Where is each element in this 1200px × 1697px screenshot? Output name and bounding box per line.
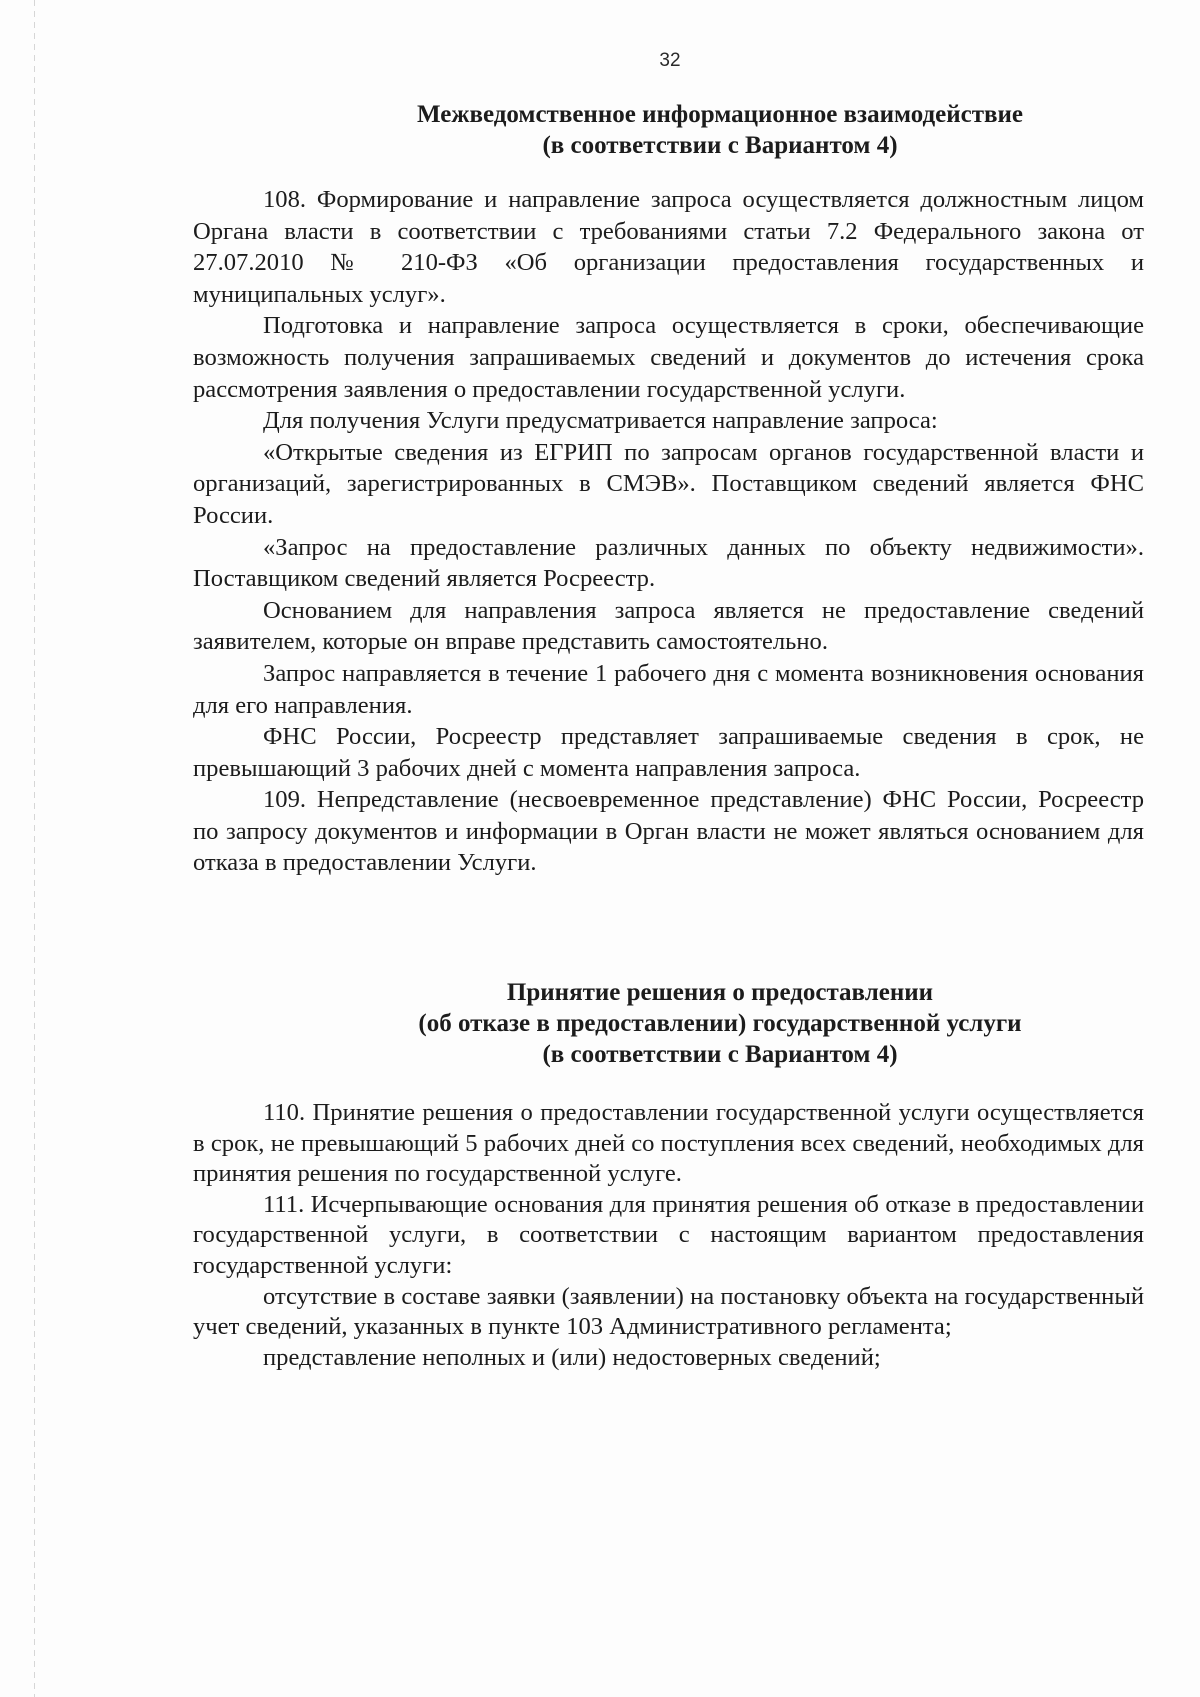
section-body-decision bbox=[193, 1098, 1144, 1373]
paragraph-111: 111. Исчерпывающие основания для принятия решения об отказе в предоставлении государственной услуги, в соответствии с настоящим вариантом предоставления государственной услуги: bbox=[193, 1190, 1144, 1279]
section-body-interagency bbox=[193, 184, 1144, 879]
paragraph: Подготовка и направление запроса осуществляется в сроки, обеспечивающие возможность получения запрашиваемых сведений и документов до истечения срока рассмотрения заявления о предоставлении государственной услуги. bbox=[193, 312, 1144, 403]
paragraph: Основанием для направления запроса является не предоставление сведений заявителем, которые он вправе представить самостоятельно. bbox=[193, 596, 1144, 656]
section-heading-interagency bbox=[195, 99, 1200, 161]
paragraph: «Запрос на предоставление различных данных по объекту недвижимости». Поставщиком сведений является Росреестр. bbox=[193, 533, 1144, 593]
heading-line: Принятие решения о предоставлении bbox=[506, 979, 934, 1006]
paragraph: Запрос направляется в течение 1 рабочего дня с момента возникновения основания для его направления. bbox=[193, 659, 1144, 719]
paragraph-108: 108. Формирование и направление запроса осуществляется должностным лицом Органа власти в соответствии с требованиями статьи 7.2 Федерального закона от 27.07.2010 № 210-ФЗ «Об организации предоставления государственных и муниципальных услуг». bbox=[193, 186, 1144, 308]
paragraph: ФНС России, Росреестр представляет запрашиваемые сведения в срок, не превышающий 3 рабочих дней с момента направления запроса. bbox=[193, 723, 1144, 782]
section-heading-decision bbox=[195, 977, 1200, 1070]
paragraph: представление неполных и (или) недостоверных сведений; bbox=[263, 1343, 881, 1371]
paragraph: Для получения Услуги предусматривается направление запроса: bbox=[263, 407, 938, 435]
paragraph: «Открытые сведения из ЕГРИП по запросам органов государственной власти и организаций, зарегистрированных в СМЭВ». Поставщиком сведений является ФНС России. bbox=[193, 438, 1144, 529]
paragraph-110: 110. Принятие решения о предоставлении государственной услуги осуществляется в срок, не превышающий 5 рабочих дней со поступления всех сведений, необходимых для принятия решения по государственной услуге. bbox=[193, 1099, 1144, 1188]
scan-edge-line bbox=[34, 0, 35, 1697]
heading-line: Межведомственное информационное взаимодействие bbox=[417, 101, 1023, 128]
page-number: 32 bbox=[659, 50, 681, 71]
paragraph: отсутствие в составе заявки (заявлении) на постановку объекта на государственный учет сведений, указанных в пункте 103 Административного регламента; bbox=[193, 1282, 1144, 1341]
paragraph-109: 109. Непредставление (несвоевременное представление) ФНС России, Росреестр по запросу документов и информации в Орган власти не может являться основанием для отказа в предоставлении Услуги. bbox=[193, 786, 1144, 877]
heading-line: (об отказе в предоставлении) государственной услуги bbox=[418, 1010, 1022, 1037]
heading-line: (в соответствии с Вариантом 4) bbox=[542, 1041, 898, 1068]
heading-line: (в соответствии с Вариантом 4) bbox=[542, 132, 898, 159]
